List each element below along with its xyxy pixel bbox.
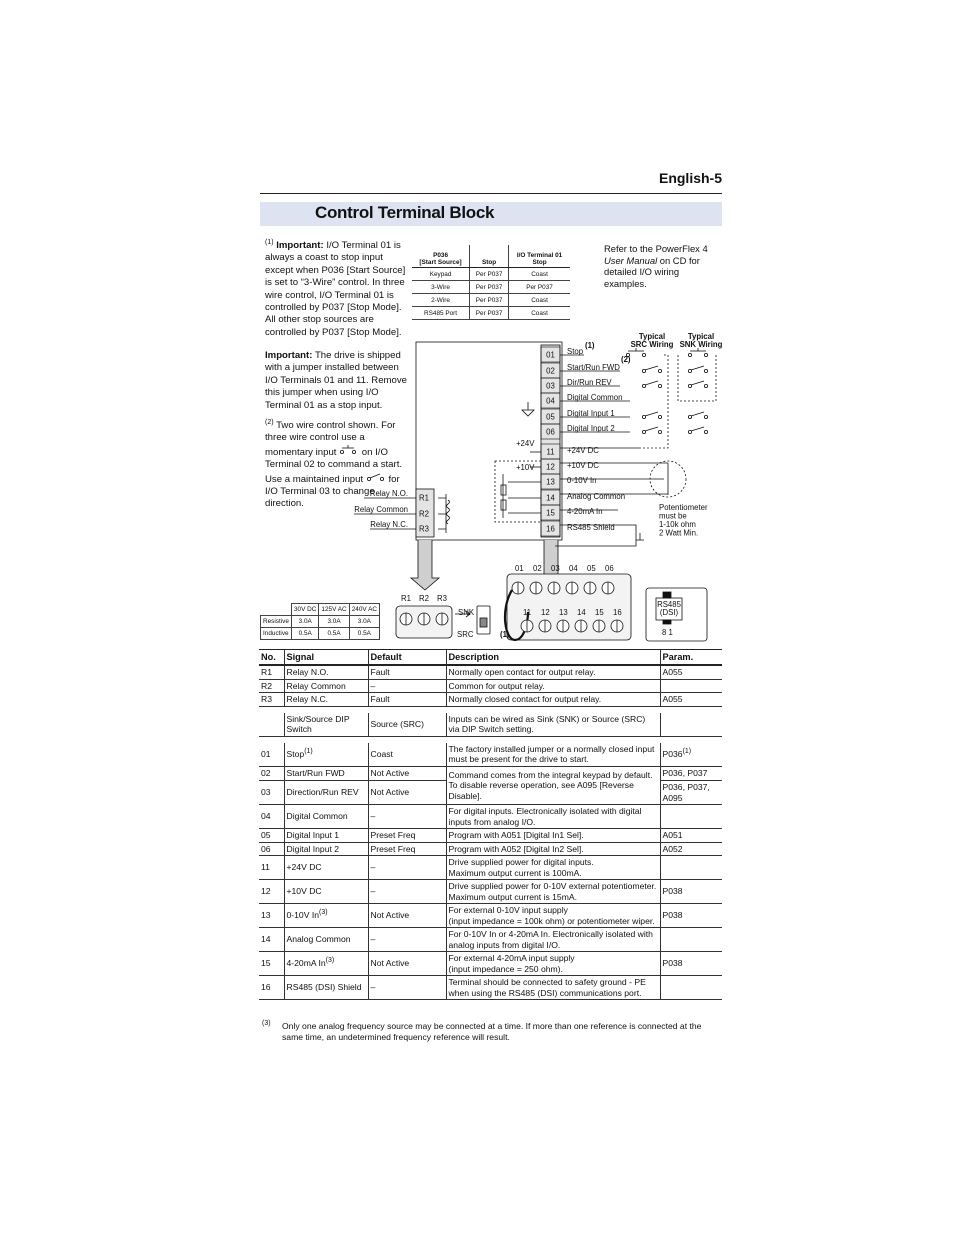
bottom-terminal-top: 06 bbox=[605, 564, 614, 573]
terminal-number: 03 bbox=[546, 381, 555, 391]
io-description: Program with A052 [Digital In2 Sel]. bbox=[446, 842, 660, 856]
table-cell: 3-Wire bbox=[412, 281, 470, 294]
table-row bbox=[259, 665, 722, 679]
io-table-header: Description bbox=[446, 650, 660, 666]
note-1-marker: (1) bbox=[265, 238, 274, 246]
footnote-ref: (1) bbox=[304, 748, 313, 756]
io-default: – bbox=[368, 880, 446, 904]
io-description: Common for output relay. bbox=[446, 679, 660, 693]
section-title: Control Terminal Block bbox=[315, 203, 495, 222]
table-row bbox=[259, 767, 722, 781]
terminal-label: Digital Input 1 bbox=[567, 409, 615, 418]
io-number: 12 bbox=[259, 880, 284, 904]
bottom-terminal-top: 05 bbox=[587, 564, 596, 573]
io-default: – bbox=[368, 805, 446, 829]
io-number: 14 bbox=[259, 928, 284, 952]
io-signal: 4-20mA In$^{(3)}$ bbox=[284, 952, 368, 976]
io-number: 02 bbox=[259, 767, 284, 781]
io-number: 04 bbox=[259, 805, 284, 829]
snk-wiring-label: SNK Wiring bbox=[679, 340, 723, 349]
io-description: Normally open contact for output relay. bbox=[446, 665, 660, 679]
bottom-terminal-bottom: 15 bbox=[595, 608, 604, 617]
io-number: 13 bbox=[259, 904, 284, 928]
io-param bbox=[660, 928, 722, 952]
terminal-label: Stop bbox=[567, 347, 584, 356]
bottom-relay-label: R1 bbox=[401, 594, 411, 603]
io-number: 01 bbox=[259, 743, 284, 767]
table-row bbox=[259, 880, 722, 904]
io-table-header: Default bbox=[368, 650, 446, 666]
plus10-label: +10V bbox=[516, 463, 535, 472]
table-cell: 0.5A bbox=[349, 628, 379, 640]
potentiometer-note: 2 Watt Min. bbox=[659, 528, 699, 538]
table-row bbox=[259, 679, 722, 693]
io-description: Program with A051 [Digital In1 Sel]. bbox=[446, 829, 660, 843]
table-cell: Keypad bbox=[412, 268, 470, 281]
io-number: R2 bbox=[259, 679, 284, 693]
footnote-ref: (3) bbox=[319, 909, 328, 917]
relay-label: Relay N.O. bbox=[369, 489, 408, 498]
table-row bbox=[259, 928, 722, 952]
terminal-number: 05 bbox=[546, 412, 555, 422]
io-default: Preset Freq bbox=[368, 842, 446, 856]
io-description: Inputs can be wired as Sink (SNK) or Source (SRC) via DIP Switch setting. bbox=[446, 713, 660, 737]
io-description: For external 4-20mA input supply (input impedance = 250 ohm). bbox=[446, 952, 660, 976]
io-default: Not Active bbox=[368, 767, 446, 781]
io-signal: Relay Common bbox=[284, 679, 368, 693]
refer-text-a: Refer to the PowerFlex 4 bbox=[604, 243, 708, 254]
table-cell: 0.5A bbox=[319, 628, 349, 640]
io-number: 05 bbox=[259, 829, 284, 843]
io-signal: 0-10V In$^{(3)}$ bbox=[284, 904, 368, 928]
io-default: – bbox=[368, 976, 446, 1000]
table-cell: Coast bbox=[509, 294, 570, 307]
io-param: P036$^{(1)}$ bbox=[660, 743, 722, 767]
table-row bbox=[259, 829, 722, 843]
terminal-label: RS485 Shield bbox=[567, 523, 615, 532]
terminal-label: Dir/Run REV bbox=[567, 378, 612, 387]
jumper-marker: (1) bbox=[500, 630, 510, 639]
relay-terminal: R1 bbox=[419, 493, 429, 503]
table-row bbox=[259, 693, 722, 707]
terminal-label: +24V DC bbox=[567, 446, 599, 455]
bottom-terminal-bottom: 12 bbox=[541, 608, 550, 617]
footnote-ref: (1) bbox=[682, 748, 692, 756]
terminal-label: Start/Run FWD bbox=[567, 363, 620, 372]
io-number: R3 bbox=[259, 693, 284, 707]
io-signal: Digital Common bbox=[284, 805, 368, 829]
io-default: Not Active bbox=[368, 904, 446, 928]
footnote-marker: (3) bbox=[262, 1020, 271, 1027]
snk-label: SNK bbox=[458, 608, 475, 617]
table-row bbox=[259, 976, 722, 1000]
io-number: 03 bbox=[259, 781, 284, 805]
io-param bbox=[660, 976, 722, 1000]
src-wiring-label: SRC Wiring bbox=[630, 340, 674, 349]
snk-switches bbox=[678, 348, 716, 434]
table-row bbox=[259, 904, 722, 928]
start-source-header: I/O Terminal 01 Stop bbox=[509, 245, 570, 268]
down-arrow-left-icon bbox=[411, 540, 439, 590]
table-row bbox=[259, 743, 722, 767]
relay-terminal: R3 bbox=[419, 524, 429, 534]
io-signal: +24V DC bbox=[284, 856, 368, 880]
table-cell: Per P037 bbox=[470, 281, 509, 294]
io-param: P036, P037 bbox=[660, 767, 722, 781]
relay-terminal: R2 bbox=[419, 509, 429, 519]
page-number: English-5 bbox=[658, 170, 722, 186]
relay-rating-header: 240V AC bbox=[349, 604, 379, 616]
terminal-number: 14 bbox=[546, 493, 555, 503]
io-default: Not Active bbox=[368, 781, 446, 805]
start-source-header: Stop bbox=[470, 245, 509, 268]
io-param bbox=[660, 713, 722, 737]
table-row bbox=[259, 856, 722, 880]
snk-wiring-label: Typical bbox=[687, 332, 715, 341]
rs485-label: (DSI) bbox=[659, 608, 679, 617]
terminal-number: 13 bbox=[546, 477, 555, 487]
note-1-text: I/O Terminal 01 is always a coast to stop input except when P036 [Start Source] is set to “3-Wire” control. In three wire control, I/O Terminal 01 is controlled by P037 [Stop Mode]. All other stop sources are controlled by P037 [Stop Mode]. bbox=[265, 240, 406, 338]
io-param: P038 bbox=[660, 952, 722, 976]
table-cell: 3.0A bbox=[291, 616, 318, 628]
io-signal: Direction/Run REV bbox=[284, 781, 368, 805]
footnote bbox=[262, 1021, 722, 1043]
bottom-terminal-top: 02 bbox=[533, 564, 542, 573]
terminal-number: 04 bbox=[546, 396, 555, 406]
io-description: The factory installed jumper or a normally closed input must be present for the drive to start. bbox=[446, 743, 660, 767]
terminal-number: 12 bbox=[546, 462, 555, 472]
io-default: Preset Freq bbox=[368, 829, 446, 843]
potentiometer-note: 1-10k ohm bbox=[659, 520, 696, 529]
io-signal: Stop$^{(1)}$ bbox=[284, 743, 368, 767]
footnote-text: Only one analog frequency source may be connected at a time. If more than one reference is connected at the same time, an undetermined frequency reference will result. bbox=[282, 1021, 702, 1042]
io-description: Command comes from the integral keypad by default. To disable reverse operation, see A095 [Reverse Disable]. bbox=[446, 767, 660, 805]
start-marker: (2) bbox=[621, 355, 631, 364]
ground-icon bbox=[522, 402, 534, 416]
io-description: Drive supplied power for digital inputs. Maximum output current is 100mA. bbox=[446, 856, 660, 880]
io-number: 16 bbox=[259, 976, 284, 1000]
io-table-header: Signal bbox=[284, 650, 368, 666]
bottom-relay-label: R3 bbox=[437, 594, 447, 603]
io-number: 11 bbox=[259, 856, 284, 880]
terminal-number: 16 bbox=[546, 524, 555, 534]
note-2-important: Important: bbox=[265, 350, 313, 361]
io-table-header: No. bbox=[259, 650, 284, 666]
terminal-label: Digital Input 2 bbox=[567, 424, 615, 433]
io-param: A055 bbox=[660, 665, 722, 679]
bottom-terminal-bottom: 11 bbox=[523, 608, 532, 617]
io-description: For external 0-10V input supply (input impedance = 100k ohm) or potentiometer wiper. bbox=[446, 904, 660, 928]
stop-marker: (1) bbox=[585, 341, 595, 350]
relay-rating-header: 30V DC bbox=[291, 604, 318, 616]
rs485-label: RS485 bbox=[657, 600, 681, 609]
io-description: For 0-10V In or 4-20mA In. Electronically isolated with analog inputs from digital I/O. bbox=[446, 928, 660, 952]
bottom-terminal-bottom: 16 bbox=[613, 608, 622, 617]
terminal-label: Analog Common bbox=[567, 492, 626, 501]
potentiometer-note: must be bbox=[659, 511, 687, 521]
table-cell: RS485 Port bbox=[412, 307, 470, 320]
bottom-relay-label: R2 bbox=[419, 594, 429, 603]
io-param bbox=[660, 679, 722, 693]
bottom-terminal-bottom: 14 bbox=[577, 608, 586, 617]
io-number: 15 bbox=[259, 952, 284, 976]
io-default: – bbox=[368, 856, 446, 880]
note-2-text: The drive is shipped with a jumper installed between I/O Terminals 01 and 11. Remove this jumper when using I/O Terminal 01 as a stop input. bbox=[265, 350, 408, 411]
io-default: Not Active bbox=[368, 952, 446, 976]
io-number: R1 bbox=[259, 665, 284, 679]
io-signal: +10V DC bbox=[284, 880, 368, 904]
plus24-label: +24V bbox=[516, 439, 535, 448]
table-cell: 0.5A bbox=[291, 628, 318, 640]
footnote-ref: (3) bbox=[325, 957, 335, 965]
bottom-terminal-top: 04 bbox=[569, 564, 578, 573]
src-label: SRC bbox=[457, 630, 474, 639]
note-3-text-b: on I/O Terminal 02 to command a start. Use a maintained input bbox=[265, 446, 403, 485]
note-3-marker: (2) bbox=[265, 418, 274, 426]
io-description: Normally closed contact for output relay. bbox=[446, 693, 660, 707]
relay-label: Relay N.C. bbox=[370, 520, 408, 529]
io-description: For digital inputs. Electronically isolated with digital inputs from analog I/O. bbox=[446, 805, 660, 829]
table-row bbox=[259, 805, 722, 829]
potentiometer-note: Potentiometer bbox=[659, 503, 708, 512]
relay-label: Relay Common bbox=[354, 505, 408, 514]
table-cell: Coast bbox=[509, 268, 570, 281]
src-switches bbox=[626, 348, 668, 448]
terminal-number: 11 bbox=[546, 447, 555, 457]
io-default: Fault bbox=[368, 665, 446, 679]
start-source-header: P036 [Start Source] bbox=[412, 245, 470, 268]
bottom-terminal-top: 01 bbox=[515, 564, 524, 573]
table-cell: 3.0A bbox=[319, 616, 349, 628]
table-row bbox=[259, 842, 722, 856]
io-param: A051 bbox=[660, 829, 722, 843]
rs485-pins: 8 1 bbox=[662, 628, 673, 637]
io-param: P038 bbox=[660, 904, 722, 928]
io-param bbox=[660, 856, 722, 880]
io-signal: Sink/Source DIP Switch bbox=[284, 713, 368, 737]
io-param: A055 bbox=[660, 693, 722, 707]
io-number: 06 bbox=[259, 842, 284, 856]
drive-outline bbox=[416, 342, 562, 540]
bottom-terminal-bottom: 13 bbox=[559, 608, 568, 617]
io-description: Terminal should be connected to safety ground - PE when using the RS485 (DSI) communications port. bbox=[446, 976, 660, 1000]
table-row bbox=[259, 952, 722, 976]
terminal-label: 0-10V In bbox=[567, 476, 597, 485]
io-param: P038 bbox=[660, 880, 722, 904]
terminal-number: 15 bbox=[546, 508, 555, 518]
table-cell: Per P037 bbox=[470, 294, 509, 307]
note-1-important: Important: bbox=[276, 240, 324, 251]
refer-manual: User Manual bbox=[604, 254, 658, 266]
io-default: Source (SRC) bbox=[368, 713, 446, 737]
note-3-text-a: Two wire control shown. For three wire control use a momentary input bbox=[265, 420, 396, 458]
io-table bbox=[259, 649, 722, 1000]
io-param: P036, P037, A095 bbox=[660, 781, 722, 805]
table-cell: Per P037 bbox=[509, 281, 570, 294]
io-signal: Digital Input 2 bbox=[284, 842, 368, 856]
table-cell: Per P037 bbox=[470, 307, 509, 320]
table-cell: Coast bbox=[509, 307, 570, 320]
table-row bbox=[259, 713, 722, 737]
io-signal: Analog Common bbox=[284, 928, 368, 952]
terminal-number: 01 bbox=[546, 350, 555, 360]
refer-text-c: on CD for detailed I/O wiring examples. bbox=[604, 254, 700, 289]
io-param bbox=[660, 805, 722, 829]
io-signal: Digital Input 1 bbox=[284, 829, 368, 843]
io-signal: RS485 (DSI) Shield bbox=[284, 976, 368, 1000]
io-default: Coast bbox=[368, 743, 446, 767]
io-param: A052 bbox=[660, 842, 722, 856]
note-3-text-c: for I/O Terminal 03 to change direction. bbox=[265, 473, 400, 510]
terminal-label: Digital Common bbox=[567, 393, 623, 402]
terminal-label: +10V DC bbox=[567, 461, 599, 470]
table-cell: Per P037 bbox=[470, 268, 509, 281]
relay-rating-header: 125V AC bbox=[319, 604, 349, 616]
src-wiring-label: Typical bbox=[638, 332, 666, 341]
table-cell: Resistive bbox=[261, 616, 292, 628]
io-table-header: Param. bbox=[660, 650, 722, 666]
table-cell: 3.0A bbox=[349, 616, 379, 628]
terminal-label: 4-20mA In bbox=[567, 507, 603, 516]
table-cell: Inductive bbox=[261, 628, 292, 640]
bottom-terminal-top: 03 bbox=[551, 564, 560, 573]
io-default: Fault bbox=[368, 693, 446, 707]
terminal-number: 06 bbox=[546, 427, 555, 437]
io-signal: Relay N.C. bbox=[284, 693, 368, 707]
io-default: – bbox=[368, 928, 446, 952]
io-description: Drive supplied power for 0-10V external potentiometer. Maximum output current is 15mA. bbox=[446, 880, 660, 904]
table-cell: 2-Wire bbox=[412, 294, 470, 307]
io-signal: Start/Run FWD bbox=[284, 767, 368, 781]
io-default: – bbox=[368, 679, 446, 693]
io-number bbox=[259, 713, 284, 737]
terminal-number: 02 bbox=[546, 366, 555, 376]
io-signal: Relay N.O. bbox=[284, 665, 368, 679]
